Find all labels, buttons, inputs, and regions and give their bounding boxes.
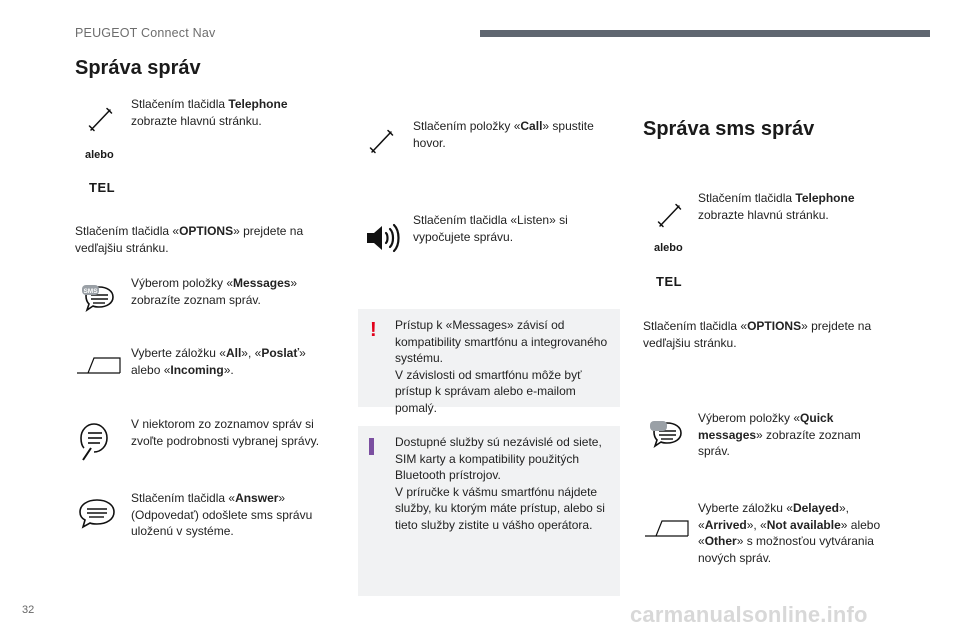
info-note — [358, 426, 620, 596]
left-step-answer: Stlačením tlačidla «Answer» (Odpovedať) odošlete sms správu uloženú v systéme. — [131, 491, 313, 538]
middle-step-call: Stlačením položky «Call» spustite hovor. — [413, 119, 594, 150]
watermark: carmanualsonline.info — [630, 602, 868, 627]
phone-icon — [657, 202, 683, 228]
answer-icon — [77, 496, 117, 530]
header-bar — [480, 30, 930, 37]
section-title-messages: Správa správ — [75, 57, 201, 79]
tab-icon — [76, 355, 122, 375]
svg-text:SMS: SMS — [83, 288, 98, 295]
message-list-icon — [80, 418, 108, 462]
warning-text: Prístup k «Messages» závisí od kompatibility smartfónu a integrovaného systému. V závislosti od smartfónu môže byť prístup k správam alebo e-mailom pomalý. — [395, 318, 608, 415]
right-step-tabs: Vyberte záložku «Delayed», «Arrived», «Not available» alebo «Other» s možnosťou vytvárania nových správ. — [698, 501, 881, 565]
left-step-tabs: Vyberte záložku «All», «Poslať» alebo «Incoming». — [131, 346, 306, 377]
phone-icon — [369, 128, 395, 154]
page-number: 32 — [22, 604, 35, 616]
info-text: Dostupné služby sú nezávislé od siete, SIM karty a kompatibility použitých Bluetooth prístrojov. V príručke k vášmu smartfónu nájdete služby, ku ktorým máte prístup, alebo si tieto služby zistite u vášho operátora. — [395, 435, 605, 532]
middle-step-listen: Stlačením tlačidla «Listen» si vypočujete správu. — [413, 213, 568, 244]
sms-icon — [78, 282, 118, 318]
or-label: alebo — [85, 149, 114, 161]
info-icon — [369, 438, 374, 455]
or-label: alebo — [654, 242, 683, 254]
section-title-sms: Správa sms správ — [643, 118, 815, 140]
phone-icon — [88, 106, 114, 132]
speaker-icon — [365, 222, 401, 254]
right-step-telephone: Stlačením tlačidla Telephone zobrazte hlavnú stránku. — [698, 191, 855, 222]
left-step-options: Stlačením tlačidla «OPTIONS» prejdete na vedľajšiu stránku. — [75, 224, 304, 255]
tel-button-label: TEL — [656, 274, 683, 289]
right-step-quick-messages: Výberom položky «Quick messages» zobrazíte zoznam správ. — [698, 411, 861, 458]
left-step-details: V niektorom zo zoznamov správ si zvoľte podrobnosti vybranej správy. — [131, 417, 320, 448]
tab-icon — [644, 518, 690, 538]
warning-icon: ! — [370, 319, 377, 341]
sms-icon — [646, 418, 686, 454]
warning-note — [358, 309, 620, 415]
tel-button-label: TEL — [89, 180, 116, 195]
right-step-options: Stlačením tlačidla «OPTIONS» prejdete na vedľajšiu stránku. — [643, 319, 872, 350]
left-step-messages: Výberom položky «Messages» zobrazíte zoznam správ. — [131, 276, 298, 307]
left-step-telephone: Stlačením tlačidla Telephone zobrazte hlavnú stránku. — [131, 97, 288, 128]
running-header: PEUGEOT Connect Nav — [75, 26, 216, 40]
